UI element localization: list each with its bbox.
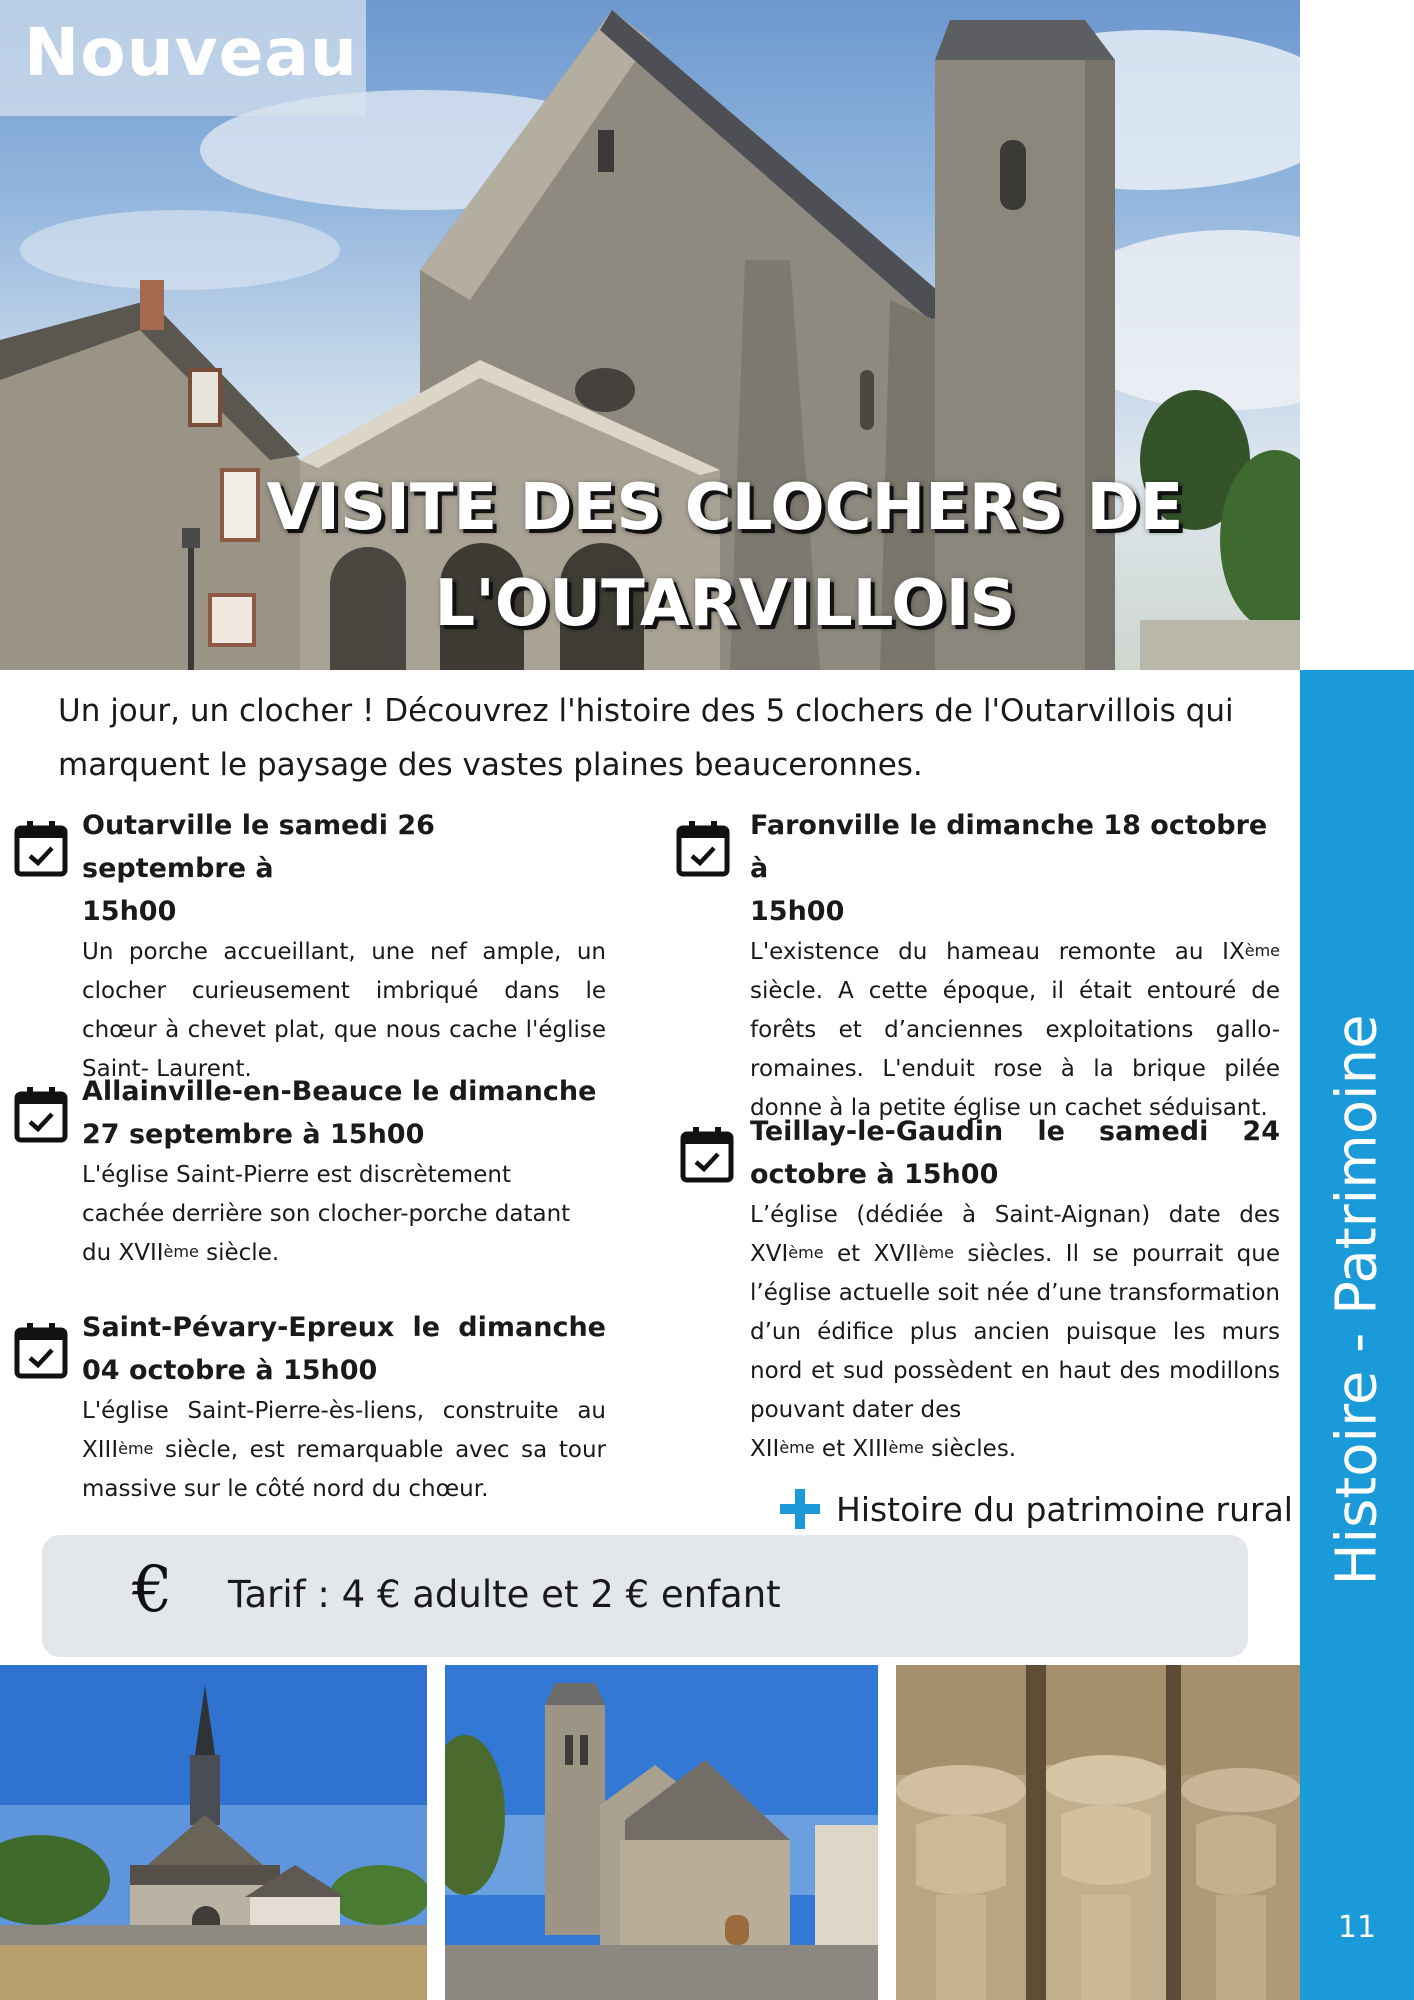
new-badge-label: Nouveau [24,14,358,91]
desc-text: XII [750,1436,780,1462]
plus-icon [778,1487,822,1531]
desc-superscript: ème [1244,941,1280,960]
page-number: 11 [1337,1910,1377,1945]
event-title-line1: Allainville-en-Beauce le dimanche [82,1076,597,1107]
event-description [750,1196,1280,1469]
event-title [82,804,606,933]
desc-text: L'église Saint-Pierre-ès-liens, construite au XIII [82,1398,606,1463]
desc-text: et XIII [814,1436,889,1462]
event-description-line3 [82,1234,606,1273]
event-title-line1: Outarville le samedi 26 septembre à [82,810,435,884]
intro-text: Un jour, un clocher ! Découvrez l'histoire des 5 clochers de l'Outarvillois qui marquent le paysage des vastes plaines beauceronnes. [58,693,1234,783]
desc-text: et XVII [823,1241,919,1267]
calendar-check-icon [14,820,68,878]
page-title-line1: VISITE DES CLOCHERS DE [266,471,1184,545]
desc-text: siècle. A cette époque, il était entouré de forêts et d’anciennes exploitations gallo-romaines. L'enduit rose à la brique pilée donne à la petite église un cachet séduisant. [750,978,1280,1121]
event-title-line1: Saint-Pévary-Epreux le dimanche [82,1312,606,1343]
desc-superscript: ème [788,1243,824,1262]
desc-text: siècle, est remarquable avec sa tour massive sur le côté nord du chœur. [82,1437,606,1502]
desc-text: siècles. Il se pourrait que l’église actuelle soit née d’une transformation d’un édifice plus ancien puisque les murs nord et sud possèdent en haut des modillons pouvant dater des [750,1241,1280,1423]
event-description [82,1392,606,1509]
photo-romanesque-capitals [896,1665,1300,2000]
event-teillay [750,1110,1280,1469]
heritage-link-label: Histoire du patrimoine rural [836,1489,1293,1529]
desc-text: siècle. [198,1240,280,1266]
event-description [750,933,1280,1128]
category-band [1300,670,1414,2000]
page-title [150,460,1300,652]
desc-superscript: ème [118,1439,154,1458]
event-title-line2: 15h00 [82,896,177,927]
event-title-line1: Teillay-le-Gaudin le samedi 24 [750,1116,1280,1147]
event-description-line1: L'église Saint-Pierre est discrètement [82,1162,511,1188]
event-description-line2: cachée derrière son clocher-porche datant [82,1201,571,1227]
calendar-check-icon [676,820,730,878]
desc-text: du XVII [82,1240,164,1266]
desc-superscript: ème [163,1242,199,1261]
desc-text: L’église (dédiée à Saint-Aignan) date des XVI [750,1202,1280,1267]
desc-text: L'existence du hameau remonte au IX [750,939,1245,965]
desc-superscript: ème [918,1243,954,1262]
euro-icon: € [132,1553,173,1627]
event-title [750,804,1280,933]
category-label: Histoire - Patrimoine [1324,1014,1390,1586]
event-description: Un porche accueillant, une nef ample, un clocher curieusement imbriqué dans le chœur à chevet plat, que nous cache l'église Saint- Laurent. [82,939,606,1082]
desc-superscript: ème [888,1438,924,1457]
tarif-box [42,1535,1248,1657]
desc-text: siècles. [923,1436,1017,1462]
new-badge [0,0,366,116]
calendar-check-icon [14,1322,68,1380]
event-title-line2: 04 octobre à 15h00 [82,1355,378,1386]
calendar-check-icon [680,1126,734,1184]
event-title-line2: octobre à 15h00 [750,1159,999,1190]
heritage-link[interactable] [778,1484,1293,1534]
event-title [750,1110,1280,1196]
event-outarville [82,804,606,1089]
event-description [82,1156,606,1273]
desc-superscript: ème [779,1438,815,1457]
event-title [82,1306,606,1392]
event-allainville [82,1070,606,1273]
event-faronville [750,804,1280,1128]
event-title [82,1070,606,1156]
photo-saint-pevary-church [445,1665,878,2000]
hero-image [0,0,1300,670]
photo-allainville-church [0,1665,427,2000]
tarif-text: Tarif : 4 € adulte et 2 € enfant [228,1573,781,1616]
event-title-line2: 27 septembre à 15h00 [82,1119,425,1150]
calendar-check-icon [14,1086,68,1144]
event-title-line2: 15h00 [750,896,845,927]
event-title-line1: Faronville le dimanche 18 octobre à [750,810,1268,884]
event-saint-pevary [82,1306,606,1509]
page-title-line2: L'OUTARVILLOIS [434,567,1016,641]
